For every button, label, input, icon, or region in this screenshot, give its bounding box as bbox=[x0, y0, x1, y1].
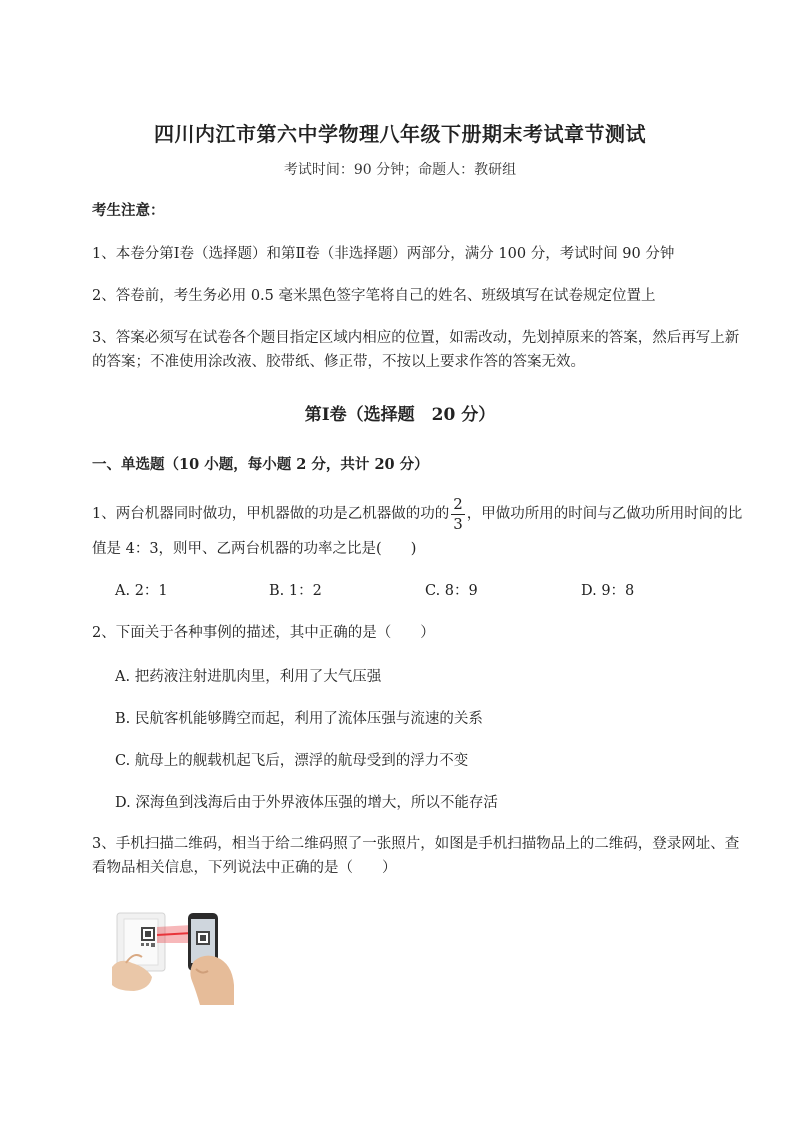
part-heading: 一、单选题（10 小题，每小题 2 分，共计 20 分） bbox=[92, 456, 429, 473]
q1-line-2: 值是 4：3，则甲、乙两台机器的功率之比是( ) bbox=[92, 541, 417, 557]
notice-heading: 考生注意： bbox=[92, 202, 165, 219]
exam-info: 考试时间：90 分钟；命题人：教研组 bbox=[283, 162, 517, 178]
fraction-numerator: 2 bbox=[453, 494, 463, 513]
notice-item-3-line-1: 3、答案必须写在试卷各个题目指定区域内相应的位置，如需改动，先划掉原来的答案，然后再写上新 bbox=[92, 330, 740, 346]
fraction-denominator: 3 bbox=[453, 514, 463, 533]
qr-scan-figure-icon bbox=[112, 905, 237, 1005]
q2-stem: 2、下面关于各种事例的描述，其中正确的是（ ） bbox=[92, 625, 435, 641]
q1-text-after-fraction: ，甲做功所用的时间与乙做功所用时间的比 bbox=[466, 506, 743, 522]
q1-option-c[interactable]: C. 8：9 bbox=[425, 583, 478, 599]
q2-option-b[interactable]: B. 民航客机能够腾空而起，利用了流体压强与流速的关系 bbox=[115, 711, 483, 727]
q3-line-2: 看物品相关信息，下列说法中正确的是（ ） bbox=[92, 860, 397, 876]
notice-item-1: 1、本卷分第Ⅰ卷（选择题）和第Ⅱ卷（非选择题）两部分，满分 100 分，考试时间 90 分钟 bbox=[92, 246, 675, 262]
q1-fraction bbox=[451, 494, 465, 533]
notice-item-3-line-2: 的答案；不准使用涂改液、胶带纸、修正带，不按以上要求作答的答案无效。 bbox=[92, 354, 585, 370]
q2-option-c[interactable]: C. 航母上的舰载机起飞后，漂浮的航母受到的浮力不变 bbox=[115, 753, 469, 769]
section-title: 第Ⅰ卷（选择题 20 分） bbox=[304, 405, 496, 425]
q2-option-a[interactable]: A. 把药液注射进肌肉里，利用了大气压强 bbox=[115, 669, 382, 685]
notice-item-2: 2、答卷前，考生务必用 0.5 毫米黑色签字笔将自己的姓名、班级填写在试卷规定位置上 bbox=[92, 288, 656, 304]
q1-option-a[interactable]: A. 2：1 bbox=[115, 583, 168, 599]
q1-line-1 bbox=[92, 493, 742, 535]
q1-option-d[interactable]: D. 9：8 bbox=[581, 583, 635, 599]
phone-scanning-qr-code-illustration bbox=[112, 905, 237, 1005]
q1-option-b[interactable]: B. 1：2 bbox=[269, 583, 322, 599]
q1-text-before-fraction: 1、两台机器同时做功，甲机器做的功是乙机器做的功的 bbox=[92, 506, 450, 522]
page-title: 四川内江市第六中学物理八年级下册期末考试章节测试 bbox=[154, 122, 646, 146]
q3-line-1: 3、手机扫描二维码，相当于给二维码照了一张照片，如图是手机扫描物品上的二维码，登录网址、查 bbox=[92, 836, 740, 852]
q2-option-d[interactable]: D. 深海鱼到浅海后由于外界液体压强的增大，所以不能存活 bbox=[115, 795, 498, 811]
